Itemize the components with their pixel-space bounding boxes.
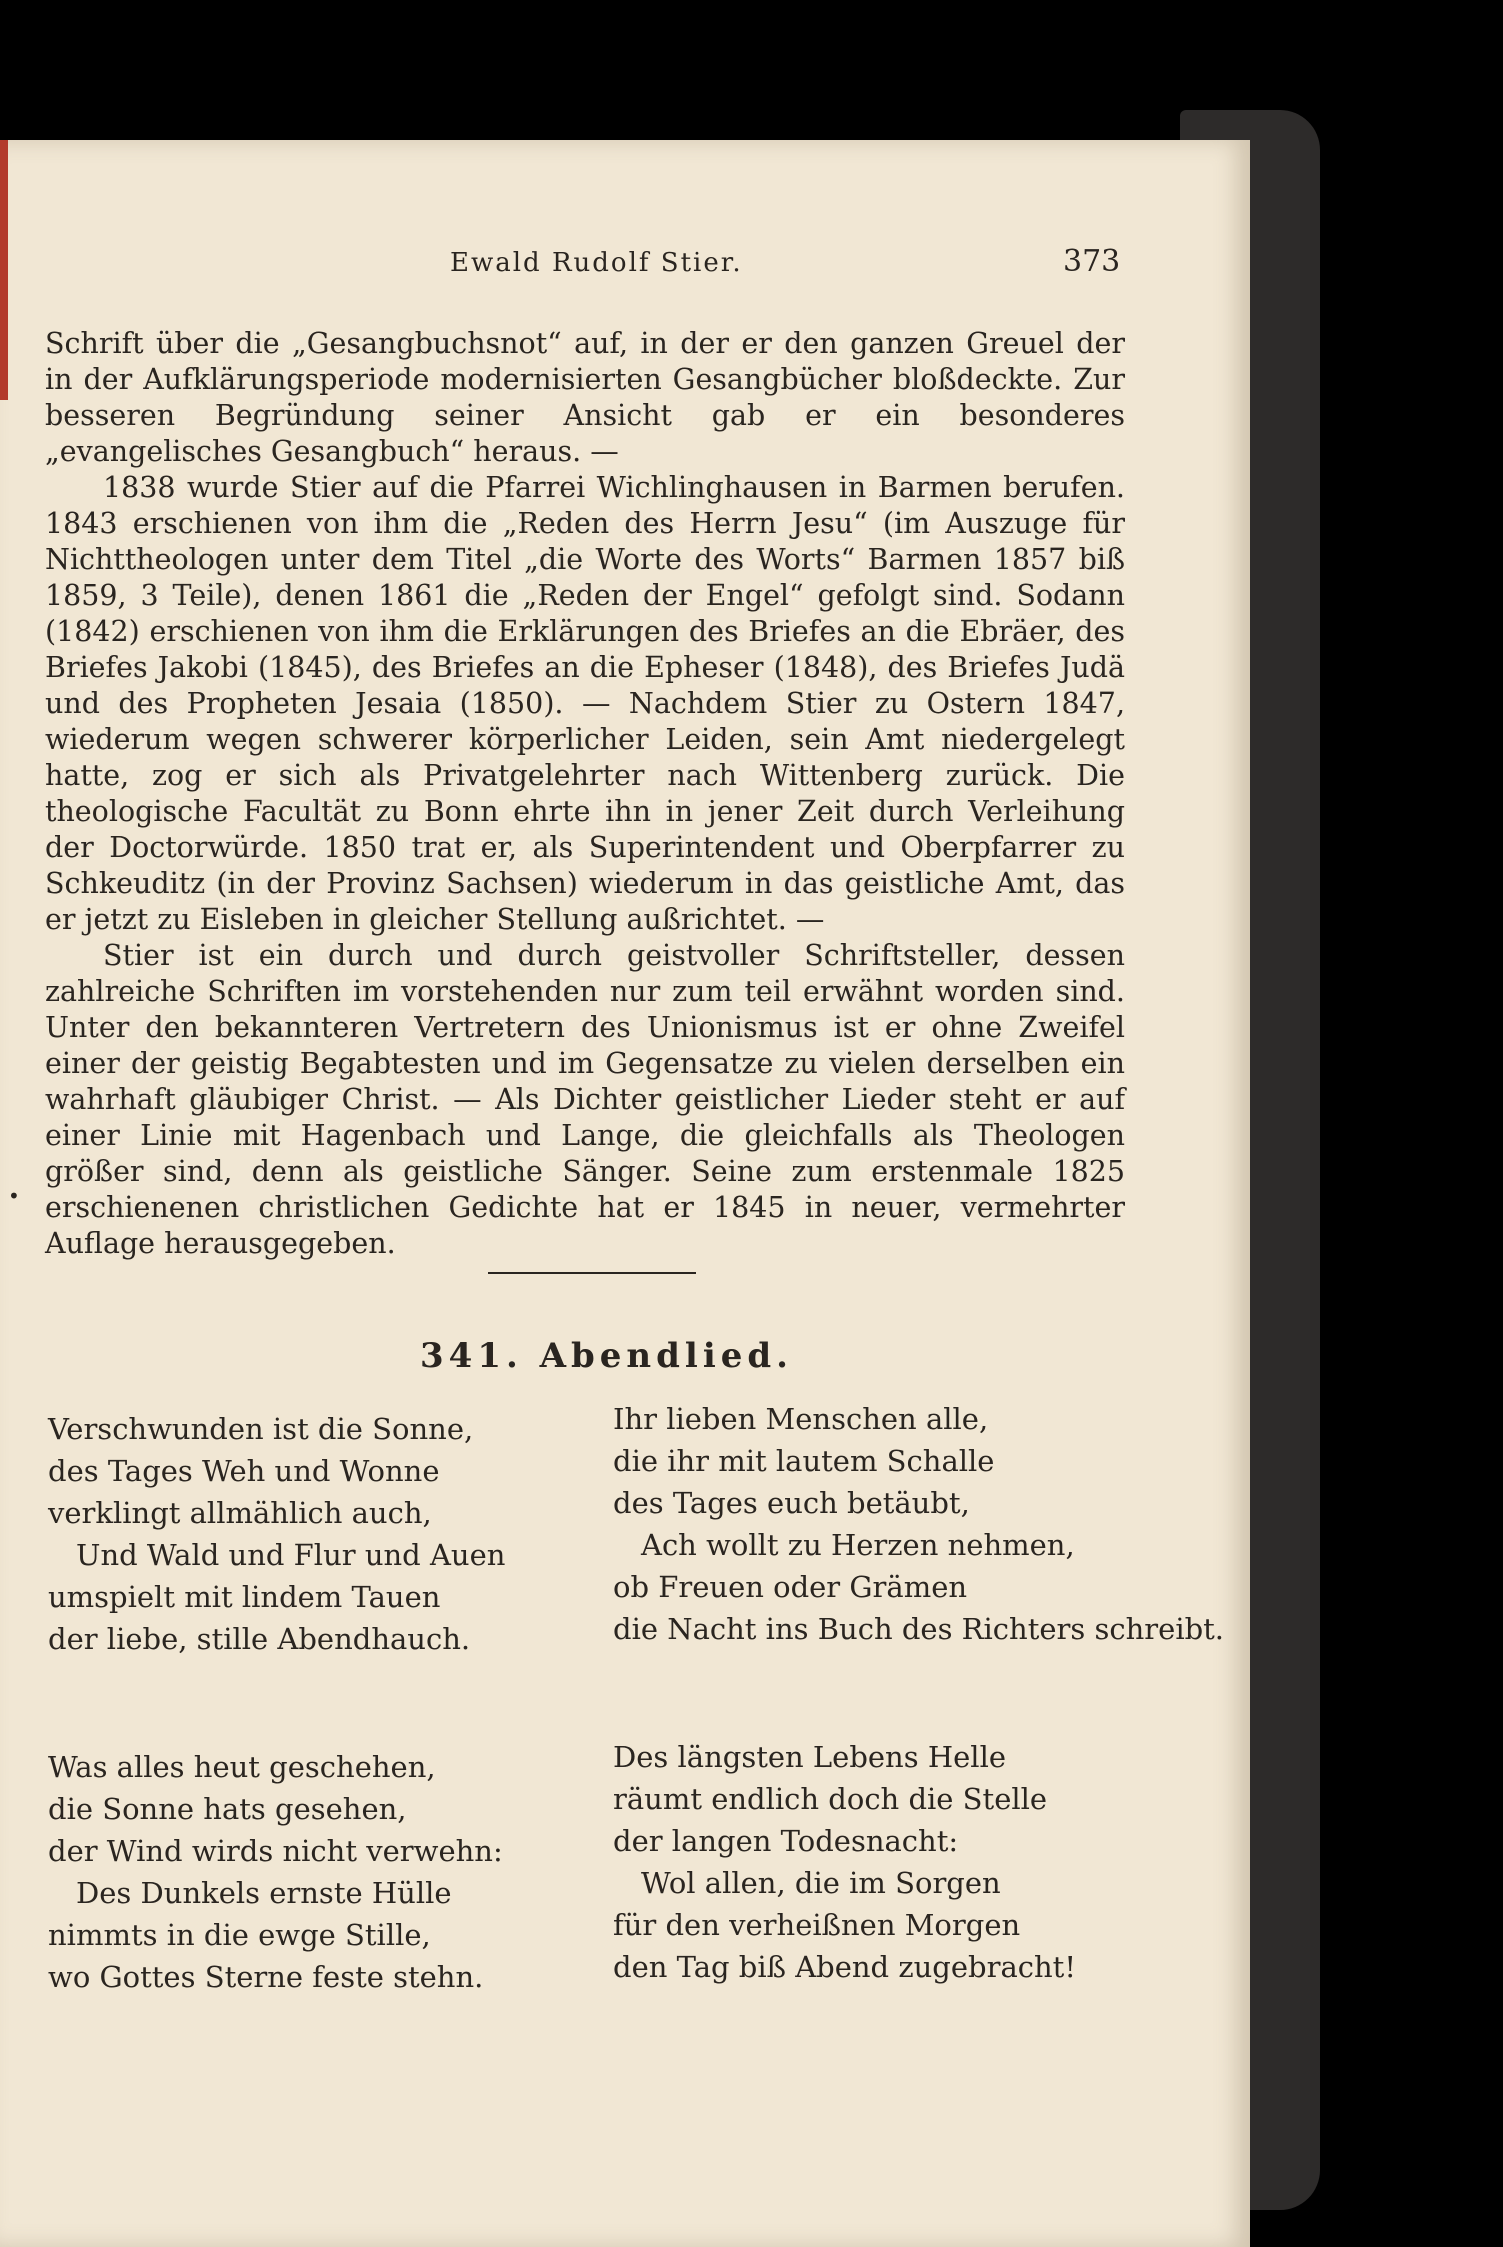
stanza <box>48 1746 505 1998</box>
page-edge-marker <box>0 140 8 400</box>
poem-line: nimmts in die ewge Stille, <box>48 1918 431 1952</box>
poem-line: des Tages Weh und Wonne <box>48 1454 440 1488</box>
poem-line: wo Gottes Sterne feste stehn. <box>48 1960 484 1994</box>
paragraph: Stier ist ein durch und durch geistvoller Schriftsteller, dessen zahlreiche Schriften im vorstehenden nur zum teil erwähnt worden sind. Unter den bekannteren Vertretern des Unionismus ist er ohne Zweifel einer der geistig Begabtesten und im Gegensatze zu vielen derselben ein wahrhaft gläubiger Christ. — Als Dichter geistlicher Lieder steht er auf einer Linie mit Hagenbach und Lange, die gleichfalls als Theologen größer sind, denn als geistliche Sänger. Seine zum erstenmale 1825 erschienenen christlichen Gedichte hat er 1845 in neuer, vermehrter Auflage herausgegeben. <box>45 939 1125 1260</box>
poem-line: der liebe, stille Abendhauch. <box>48 1622 471 1656</box>
section-divider <box>488 1272 696 1274</box>
poem-line: Ihr lieben Menschen alle, <box>613 1402 989 1436</box>
poem-line: ob Freuen oder Grämen <box>613 1570 968 1604</box>
poem-line: die Nacht ins Buch des Richters schreibt. <box>613 1612 1225 1646</box>
poem-line: Wol allen, die im Sorgen <box>641 1866 1001 1900</box>
poem-line: der langen Todesnacht: <box>613 1824 959 1858</box>
stanza <box>613 1398 1224 1650</box>
poem-line: Des Dunkels ernste Hülle <box>76 1876 452 1910</box>
poem-line: Verschwunden ist die Sonne, <box>48 1412 474 1446</box>
paragraph: Schrift über die „Gesangbuchsnot“ auf, in der er den ganzen Greuel der in der Aufklärungsperiode modernisierten Gesangbücher bloßdeckte. Zur besseren Begründung seiner Ansicht gab er ein besonderes „evangelisches Gesangbuch“ heraus. — <box>45 327 1125 468</box>
stanza <box>613 1736 1224 1988</box>
margin-mark: • <box>8 1184 20 1208</box>
poem-line: räumt endlich doch die Stelle <box>613 1782 1048 1816</box>
paragraph: 1838 wurde Stier auf die Pfarrei Wichlinghausen in Barmen berufen. 1843 erschienen von ihm die „Reden des Herrn Jesu“ (im Auszuge für Nichttheologen unter dem Titel „die Worte des Worts“ Barmen 1857 biß 1859, 3 Teile), denen 1861 die „Reden der Engel“ gefolgt sind. Sodann (1842) erschienen von ihm die Erklärungen des Briefes an die Ebräer, des Briefes Jakobi (1845), des Briefes an die Epheser (1848), des Briefes Judä und des Propheten Jesaia (1850). — Nachdem Stier zu Ostern 1847, wiederum wegen schwerer körperlicher Leiden, sein Amt niedergelegt hatte, zog er sich als Privatgelehrter nach Wittenberg zurück. Die theologische Facultät zu Bonn ehrte ihn in jener Zeit durch Verleihung der Doctorwürde. 1850 trat er, als Superintendent und Oberpfarrer zu Schkeuditz (in der Provinz Sachsen) wiederum in das geistliche Amt, das er jetzt zu Eisleben in gleicher Stellung außrichtet. — <box>45 471 1125 936</box>
poem-line: die ihr mit lautem Schalle <box>613 1444 995 1478</box>
poem-line: für den verheißnen Morgen <box>613 1908 1021 1942</box>
poem-line: Was alles heut geschehen, <box>48 1750 436 1784</box>
poem-line: verklingt allmählich auch, <box>48 1496 432 1530</box>
running-head: Ewald Rudolf Stier. <box>450 248 743 278</box>
poem-line: des Tages euch betäubt, <box>613 1486 970 1520</box>
poem-column-right <box>613 1398 1224 2074</box>
poem-line: der Wind wirds nicht verwehn: <box>48 1834 503 1868</box>
poem-line: Ach wollt zu Herzen nehmen, <box>641 1528 1075 1562</box>
poem-line: umspielt mit lindem Tauen <box>48 1580 441 1614</box>
poem-line: Des längsten Lebens Helle <box>613 1740 1007 1774</box>
poem-line: die Sonne hats gesehen, <box>48 1792 407 1826</box>
poem-column-left <box>48 1408 505 2084</box>
poem-line: den Tag biß Abend zugebracht! <box>613 1950 1076 1984</box>
stanza <box>48 1408 505 1660</box>
page-number: 373 <box>1063 244 1121 279</box>
poem-line: Und Wald und Flur und Auen <box>76 1538 506 1572</box>
body-text <box>45 326 1125 1262</box>
poem-title: 341. Abendlied. <box>420 1336 793 1376</box>
